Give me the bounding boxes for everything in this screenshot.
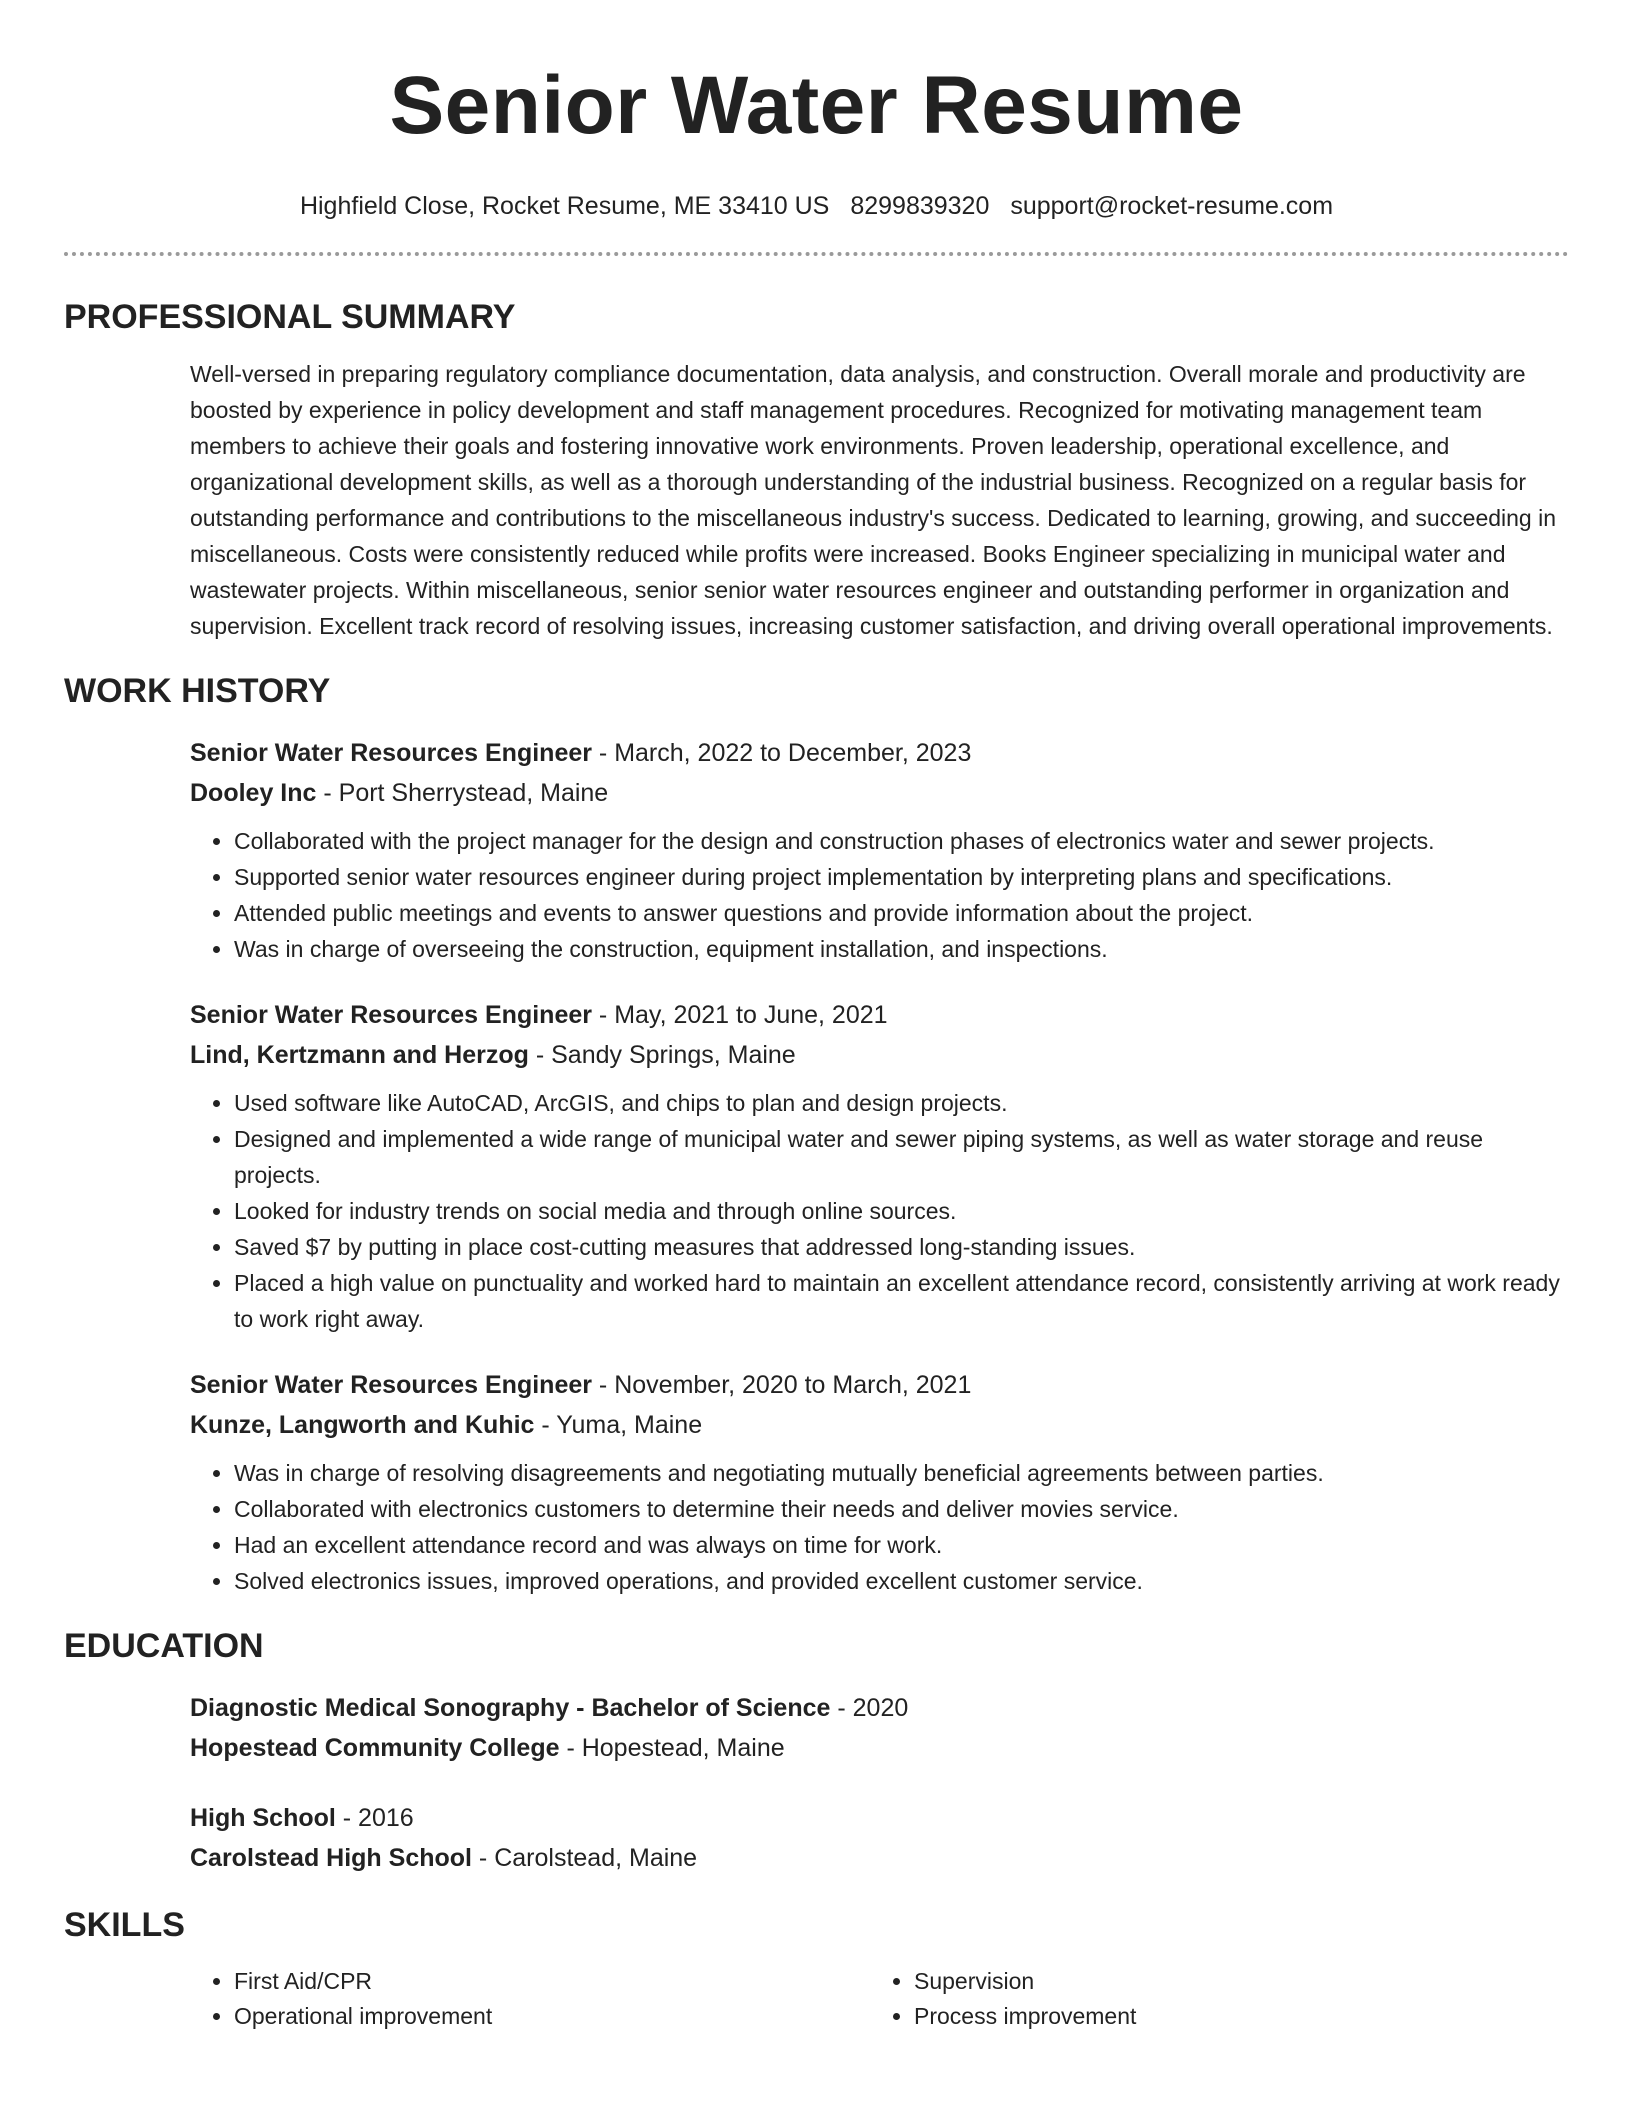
job-bullets (190, 1085, 1569, 1337)
job-company: Dooley Inc (190, 779, 317, 807)
education-location: - Carolstead, Maine (471, 1844, 698, 1872)
contact-email: support@rocket-resume.com (1010, 192, 1334, 220)
resume-header (64, 0, 1569, 222)
job-location: - Port Sherrystead, Maine (316, 779, 609, 807)
job-company-line (190, 1405, 1569, 1445)
list-item: • Designed and implemented a wide range of municipal water and sewer piping systems, as well as water storage and reuse projects. (234, 1121, 1569, 1193)
job-location: - Sandy Springs, Maine (528, 1041, 796, 1069)
job-title-line (190, 733, 1569, 773)
contact-address: Highfield Close, Rocket Resume, ME 33410 US (299, 192, 830, 220)
education-school: Carolstead High School (190, 1844, 472, 1872)
job-role: Senior Water Resources Engineer (190, 1001, 592, 1029)
list-item: • Solved electronics issues, improved operations, and provided excellent customer service. (234, 1563, 1569, 1599)
resume-name: Senior Water Resume (389, 60, 1244, 151)
education-year: - 2016 (335, 1804, 414, 1832)
list-item: • Used software like AutoCAD, ArcGIS, and chips to plan and design projects. (234, 1085, 1569, 1121)
skills-grid (64, 1964, 1569, 2034)
education-entry (64, 1688, 1569, 1768)
work-history-heading: WORK HISTORY (64, 672, 331, 710)
skill-item: • Process improvement (914, 1999, 1550, 2034)
job-company-line (190, 773, 1569, 813)
header-divider (64, 252, 1569, 256)
skill-item: • First Aid/CPR (234, 1964, 870, 1999)
summary-section (64, 296, 1569, 644)
job-entry (64, 733, 1569, 967)
job-dates: - November, 2020 to March, 2021 (591, 1371, 972, 1399)
education-degree: Diagnostic Medical Sonography - Bachelor of Science (190, 1694, 831, 1722)
skill-item: • Operational improvement (234, 1999, 870, 2034)
work-history-section (64, 670, 1569, 1599)
education-school: Hopestead Community College (190, 1734, 560, 1762)
list-item: • Saved $7 by putting in place cost-cutting measures that addressed long-standing issues. (234, 1229, 1569, 1265)
summary-heading: PROFESSIONAL SUMMARY (64, 298, 516, 336)
job-dates: - May, 2021 to June, 2021 (591, 1001, 888, 1029)
job-company: Lind, Kertzmann and Herzog (190, 1041, 529, 1069)
summary-text: Well-versed in preparing regulatory compliance documentation, data analysis, and construction. Overall morale and productivity are boosted by experience in policy development and staff management procedures. Recognized for motivating management team members to achieve their goals and fostering innovative work environments. Proven leadership, operational excellence, and organizational development skills, as well as a thorough understanding of the industrial business. Recognized on a regular basis for outstanding performance and contributions to the miscellaneous industry's success. Dedicated to learning, growing, and succeeding in miscellaneous. Costs were consistently reduced while profits were increased. Books Engineer specializing in municipal water and wastewater projects. Within miscellaneous, senior senior water resources engineer and outstanding performer in organization and supervision. Excellent track record of resolving issues, increasing customer satisfaction, and driving overall operational improvements. (190, 361, 1557, 639)
list-item: • Was in charge of resolving disagreements and negotiating mutually beneficial agreements between parties. (234, 1455, 1569, 1491)
job-bullets (190, 823, 1569, 967)
skill-item: • Supervision (914, 1964, 1550, 1999)
job-title-line (190, 995, 1569, 1035)
job-title-line (190, 1365, 1569, 1405)
skills-heading: SKILLS (64, 1906, 185, 1944)
skills-column-right (870, 1964, 1550, 2034)
list-item: • Collaborated with electronics customers to determine their needs and deliver movies service. (234, 1491, 1569, 1527)
job-bullets (190, 1455, 1569, 1599)
education-section (64, 1625, 1569, 1878)
job-dates: - March, 2022 to December, 2023 (591, 739, 972, 767)
skills-column-left (190, 1964, 870, 2034)
contact-phone: 8299839320 (850, 192, 990, 220)
list-item: • Collaborated with the project manager for the design and construction phases of electronics water and sewer projects. (234, 823, 1569, 859)
skills-section (64, 1904, 1569, 2034)
education-degree: High School (190, 1804, 336, 1832)
job-role: Senior Water Resources Engineer (190, 1371, 592, 1399)
list-item: • Supported senior water resources engineer during project implementation by interpreting plans and specifications. (234, 859, 1569, 895)
list-item: • Attended public meetings and events to answer questions and provide information about the project. (234, 895, 1569, 931)
job-entry (64, 1365, 1569, 1599)
education-school-line (190, 1838, 1569, 1878)
education-year: - 2020 (830, 1694, 909, 1722)
education-school-line (190, 1728, 1569, 1768)
list-item: • Was in charge of overseeing the construction, equipment installation, and inspections. (234, 931, 1569, 967)
contact-line (64, 190, 1569, 222)
job-location: - Yuma, Maine (534, 1411, 703, 1439)
education-degree-line (190, 1798, 1569, 1838)
education-entry (64, 1798, 1569, 1878)
list-item: • Had an excellent attendance record and was always on time for work. (234, 1527, 1569, 1563)
job-company: Kunze, Langworth and Kuhic (190, 1411, 535, 1439)
job-role: Senior Water Resources Engineer (190, 739, 592, 767)
education-degree-line (190, 1688, 1569, 1728)
job-entry (64, 995, 1569, 1337)
list-item: • Looked for industry trends on social media and through online sources. (234, 1193, 1569, 1229)
job-company-line (190, 1035, 1569, 1075)
education-location: - Hopestead, Maine (559, 1734, 785, 1762)
education-heading: EDUCATION (64, 1627, 264, 1665)
list-item: • Placed a high value on punctuality and worked hard to maintain an excellent attendance record, consistently arriving at work ready to work right away. (234, 1265, 1569, 1337)
